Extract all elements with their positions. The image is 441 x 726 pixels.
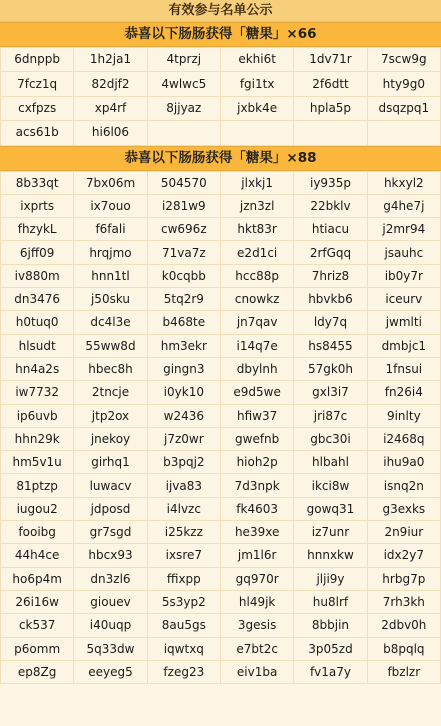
- winner-table-88: [0, 171, 441, 685]
- winner-id-cell: hkxyl2: [367, 171, 440, 194]
- winner-id-cell: fv1a7y: [294, 660, 367, 683]
- winner-id-cell: 1h2ja1: [74, 48, 147, 72]
- winner-id-cell: 26i16w: [1, 590, 74, 613]
- winner-id-cell: hkt83r: [220, 218, 293, 241]
- winner-id-cell: ihu9a0: [367, 451, 440, 474]
- winner-id-cell: cxfpzs: [1, 96, 74, 120]
- winner-id-cell: iceurv: [367, 288, 440, 311]
- winner-id-cell: iugou2: [1, 497, 74, 520]
- winner-id-cell: gingn3: [147, 357, 220, 380]
- winner-id-cell: i40uqp: [74, 614, 147, 637]
- section-header-88: 恭喜以下肠肠获得「糖果」×88: [0, 146, 441, 171]
- table-row: [1, 637, 441, 660]
- winner-id-cell: fzeg23: [147, 660, 220, 683]
- winner-id-cell: j50sku: [74, 288, 147, 311]
- winner-id-cell: 7hriz8: [294, 264, 367, 287]
- winner-id-cell: 2n9iur: [367, 521, 440, 544]
- winner-id-cell: 2dbv0h: [367, 614, 440, 637]
- winner-id-cell: g3exks: [367, 497, 440, 520]
- winner-id-cell: ip6uvb: [1, 404, 74, 427]
- winner-id-cell: 504570: [147, 171, 220, 194]
- winner-id-cell: dn3zl6: [74, 567, 147, 590]
- winner-id-cell: eeyeg5: [74, 660, 147, 683]
- winner-id-cell: 7rh3kh: [367, 590, 440, 613]
- table-row: [1, 96, 441, 120]
- winner-id-cell: dc4l3e: [74, 311, 147, 334]
- table-row: [1, 218, 441, 241]
- winner-id-cell: hnn1tl: [74, 264, 147, 287]
- winner-id-cell: cw696z: [147, 218, 220, 241]
- winner-id-cell: hbvkb6: [294, 288, 367, 311]
- winner-id-cell: eiv1ba: [220, 660, 293, 683]
- winner-id-cell: 81ptzp: [1, 474, 74, 497]
- winner-id-cell: 7fcz1q: [1, 72, 74, 96]
- table-row: [1, 121, 441, 145]
- winner-id-cell: ikci8w: [294, 474, 367, 497]
- winner-id-cell: hi6l06: [74, 121, 147, 145]
- winner-id-cell: jn7qav: [220, 311, 293, 334]
- winner-id-cell: 7d3npk: [220, 474, 293, 497]
- winner-id-cell: 8b33qt: [1, 171, 74, 194]
- winner-id-cell: 2f6dtt: [294, 72, 367, 96]
- winner-id-cell: hhn29k: [1, 427, 74, 450]
- winner-id-cell: hrqjmo: [74, 241, 147, 264]
- table-row: [1, 567, 441, 590]
- winner-id-cell: k0cqbb: [147, 264, 220, 287]
- winner-id-cell: 7scw9g: [367, 48, 440, 72]
- winner-id-cell: fooibg: [1, 521, 74, 544]
- winner-id-cell: i281w9: [147, 194, 220, 217]
- winner-id-cell: hnnxkw: [294, 544, 367, 567]
- winner-id-cell: hpla5p: [294, 96, 367, 120]
- winner-id-cell: p6omm: [1, 637, 74, 660]
- winner-id-cell: jzn3zl: [220, 194, 293, 217]
- table-row: [1, 288, 441, 311]
- table-row: [1, 590, 441, 613]
- winner-id-cell: he39xe: [220, 521, 293, 544]
- winner-id-cell: jdposd: [74, 497, 147, 520]
- winner-id-cell: 4tprzj: [147, 48, 220, 72]
- winner-id-cell: 82djf2: [74, 72, 147, 96]
- winner-id-cell: fbzlzr: [367, 660, 440, 683]
- winner-id-cell: ho6p4m: [1, 567, 74, 590]
- winner-id-cell: dn3476: [1, 288, 74, 311]
- winner-id-cell: ep8Zg: [1, 660, 74, 683]
- winner-id-cell: 22bklv: [294, 194, 367, 217]
- winner-id-cell: jri87c: [294, 404, 367, 427]
- table-row: [1, 427, 441, 450]
- page-title: 有效参与名单公示: [0, 0, 441, 22]
- table-row: [1, 497, 441, 520]
- winner-id-cell: 6dnppb: [1, 48, 74, 72]
- winner-id-cell: hlbahl: [294, 451, 367, 474]
- winner-id-cell: 8bbjin: [294, 614, 367, 637]
- winner-id-cell: idx2y7: [367, 544, 440, 567]
- winner-id-cell: 3gesis: [220, 614, 293, 637]
- winner-id-cell: hcc88p: [220, 264, 293, 287]
- table-row: [1, 311, 441, 334]
- winner-id-cell: iv880m: [1, 264, 74, 287]
- winner-id-cell: hbcx93: [74, 544, 147, 567]
- winner-id-cell: iy935p: [294, 171, 367, 194]
- winner-id-cell: 55ww8d: [74, 334, 147, 357]
- winner-id-cell: jm1l6r: [220, 544, 293, 567]
- empty-cell: [220, 121, 293, 145]
- winner-id-cell: gq970r: [220, 567, 293, 590]
- winner-id-cell: jlxkj1: [220, 171, 293, 194]
- winner-id-cell: ck537: [1, 614, 74, 637]
- winner-id-cell: ijva83: [147, 474, 220, 497]
- table-row: [1, 334, 441, 357]
- table-row: [1, 357, 441, 380]
- winner-id-cell: b3pqj2: [147, 451, 220, 474]
- winner-id-cell: w2436: [147, 404, 220, 427]
- table-row: [1, 404, 441, 427]
- winner-id-cell: acs61b: [1, 121, 74, 145]
- winner-id-cell: xp4rf: [74, 96, 147, 120]
- winner-id-cell: 9inlty: [367, 404, 440, 427]
- winner-id-cell: h0tuq0: [1, 311, 74, 334]
- winner-id-cell: hn4a2s: [1, 357, 74, 380]
- winner-id-cell: 2tncje: [74, 381, 147, 404]
- table-row: [1, 521, 441, 544]
- winner-id-cell: fn26i4: [367, 381, 440, 404]
- winner-id-cell: 7bx06m: [74, 171, 147, 194]
- table-row: [1, 194, 441, 217]
- winner-id-cell: b8pqlq: [367, 637, 440, 660]
- winner-id-cell: dsqzpq1: [367, 96, 440, 120]
- winner-id-cell: gbc30i: [294, 427, 367, 450]
- table-row: [1, 241, 441, 264]
- winner-id-cell: gowq31: [294, 497, 367, 520]
- winner-id-cell: gxl3i7: [294, 381, 367, 404]
- winner-id-cell: ldy7q: [294, 311, 367, 334]
- winner-id-cell: dmbjc1: [367, 334, 440, 357]
- winner-id-cell: i2468q: [367, 427, 440, 450]
- winner-id-cell: htiacu: [294, 218, 367, 241]
- winner-id-cell: 8jjyaz: [147, 96, 220, 120]
- winner-id-cell: 2rfGqq: [294, 241, 367, 264]
- winner-id-cell: hty9g0: [367, 72, 440, 96]
- winner-id-cell: b468te: [147, 311, 220, 334]
- winner-id-cell: girhq1: [74, 451, 147, 474]
- winner-id-cell: dbylnh: [220, 357, 293, 380]
- winner-id-cell: fhzykL: [1, 218, 74, 241]
- winner-id-cell: hu8lrf: [294, 590, 367, 613]
- winner-id-cell: 57gk0h: [294, 357, 367, 380]
- winner-id-cell: jsauhc: [367, 241, 440, 264]
- winner-id-cell: luwacv: [74, 474, 147, 497]
- table-row: [1, 660, 441, 683]
- winner-id-cell: 5q33dw: [74, 637, 147, 660]
- table-row: [1, 614, 441, 637]
- winner-id-cell: hlsudt: [1, 334, 74, 357]
- winner-id-cell: 1dv71r: [294, 48, 367, 72]
- winner-id-cell: isnq2n: [367, 474, 440, 497]
- winner-id-cell: iw7732: [1, 381, 74, 404]
- winner-id-cell: iz7unr: [294, 521, 367, 544]
- winner-id-cell: giouev: [74, 590, 147, 613]
- winner-table-66: [0, 47, 441, 146]
- winner-id-cell: hl49jk: [220, 590, 293, 613]
- winner-id-cell: ib0y7r: [367, 264, 440, 287]
- winner-id-cell: hs8455: [294, 334, 367, 357]
- winner-id-cell: ixprts: [1, 194, 74, 217]
- winner-id-cell: jwmlti: [367, 311, 440, 334]
- winner-id-cell: ixsre7: [147, 544, 220, 567]
- winner-id-cell: i25kzz: [147, 521, 220, 544]
- winner-id-cell: e2d1ci: [220, 241, 293, 264]
- table-row: [1, 381, 441, 404]
- empty-cell: [147, 121, 220, 145]
- winner-id-cell: g4he7j: [367, 194, 440, 217]
- winner-id-cell: ffixpp: [147, 567, 220, 590]
- table-row: [1, 72, 441, 96]
- winner-id-cell: fgi1tx: [220, 72, 293, 96]
- winner-id-cell: 3p05zd: [294, 637, 367, 660]
- winner-id-cell: jtp2ox: [74, 404, 147, 427]
- winner-id-cell: 5s3yp2: [147, 590, 220, 613]
- table-row: [1, 48, 441, 72]
- winner-id-cell: hrbg7p: [367, 567, 440, 590]
- winner-id-cell: cnowkz: [220, 288, 293, 311]
- winner-id-cell: i4lvzc: [147, 497, 220, 520]
- winner-id-cell: jlji9y: [294, 567, 367, 590]
- table-row: [1, 451, 441, 474]
- winner-id-cell: hm5v1u: [1, 451, 74, 474]
- winner-id-cell: i14q7e: [220, 334, 293, 357]
- winner-id-cell: 71va7z: [147, 241, 220, 264]
- winner-id-cell: gwefnb: [220, 427, 293, 450]
- winner-id-cell: jxbk4e: [220, 96, 293, 120]
- empty-cell: [294, 121, 367, 145]
- table-row: [1, 171, 441, 194]
- winner-id-cell: ix7ouo: [74, 194, 147, 217]
- section-header-66: 恭喜以下肠肠获得「糖果」×66: [0, 22, 441, 47]
- winner-id-cell: e7bt2c: [220, 637, 293, 660]
- winner-id-cell: gr7sgd: [74, 521, 147, 544]
- winner-id-cell: j7z0wr: [147, 427, 220, 450]
- winner-id-cell: hioh2p: [220, 451, 293, 474]
- empty-cell: [367, 121, 440, 145]
- winner-id-cell: 8au5gs: [147, 614, 220, 637]
- winner-id-cell: hfiw37: [220, 404, 293, 427]
- winner-id-cell: hm3ekr: [147, 334, 220, 357]
- table-row: [1, 474, 441, 497]
- winner-id-cell: e9d5we: [220, 381, 293, 404]
- winner-id-cell: f6fali: [74, 218, 147, 241]
- winner-id-cell: j2mr94: [367, 218, 440, 241]
- winner-id-cell: hbec8h: [74, 357, 147, 380]
- winner-id-cell: jnekoy: [74, 427, 147, 450]
- winner-id-cell: 1fnsui: [367, 357, 440, 380]
- winner-id-cell: fk4603: [220, 497, 293, 520]
- winner-id-cell: 5tq2r9: [147, 288, 220, 311]
- table-row: [1, 264, 441, 287]
- winner-id-cell: 6jff09: [1, 241, 74, 264]
- winner-id-cell: i0yk10: [147, 381, 220, 404]
- table-row: [1, 544, 441, 567]
- winner-id-cell: 4wlwc5: [147, 72, 220, 96]
- winner-id-cell: iqwtxq: [147, 637, 220, 660]
- winner-id-cell: 44h4ce: [1, 544, 74, 567]
- winner-id-cell: ekhi6t: [220, 48, 293, 72]
